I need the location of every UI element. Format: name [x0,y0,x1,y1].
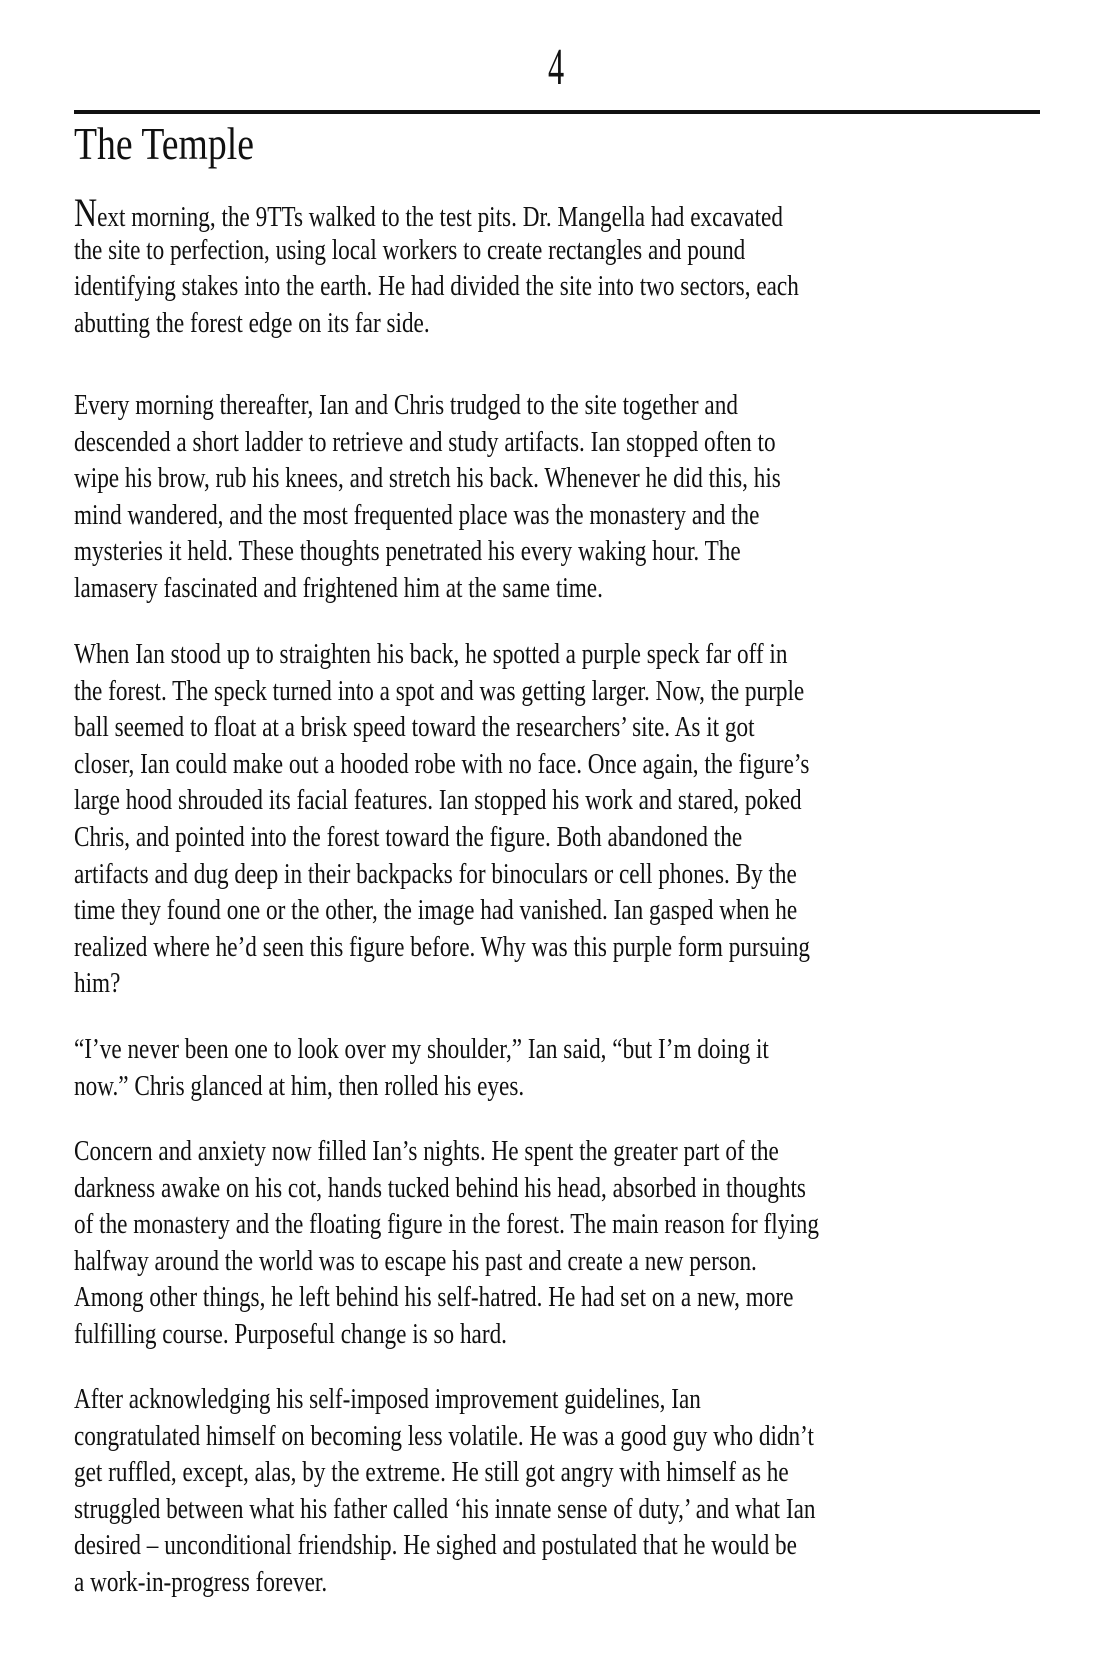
paragraph-line: now.” Chris glanced at him, then rolled his eyes. [74,1069,525,1102]
paragraph-line: large hood shrouded its facial features. Ian stopped his work and stared, poked [74,784,802,817]
paragraph [74,387,1054,607]
paragraph-line: realized where he’d seen this figure before. Why was this purple form pursuing [74,930,810,963]
paragraph-line: desired – unconditional friendship. He sighed and postulated that he would be [74,1529,797,1562]
paragraph [74,1133,1054,1353]
paragraph-line: fulfilling course. Purposeful change is so hard. [74,1317,507,1350]
paragraph-line: the site to perfection, using local workers to create rectangles and pound [74,233,746,266]
paragraph-line: mind wandered, and the most frequented place was the monastery and the [74,498,760,531]
paragraph-line: Among other things, he left behind his self-hatred. He had set on a new, more [74,1281,794,1314]
paragraph-line: wipe his brow, rub his knees, and stretch his back. Whenever he did this, his [74,462,781,495]
paragraph-line: After acknowledging his self-imposed improvement guidelines, Ian [74,1383,701,1415]
paragraph-line: congratulated himself on becoming less volatile. He was a good guy who didn’t [74,1419,814,1452]
paragraph-line: time they found one or the other, the image had vanished. Ian gasped when he [74,894,798,927]
paragraph-line: the forest. The speck turned into a spot and was getting larger. Now, the purple [74,674,805,707]
paragraph-line: halfway around the world was to escape his past and create a new person. [74,1244,757,1277]
paragraph-line: Concern and anxiety now filled Ian’s nights. He spent the greater part of the [74,1135,779,1167]
paragraph-line: When Ian stood up to straighten his back, he spotted a purple speck far off in [74,638,788,670]
paragraph-line: struggled between what his father called ‘his innate sense of duty,’ and what Ian [74,1492,816,1525]
paragraph-line: lamasery fascinated and frightened him at the same time. [74,571,603,604]
paragraph-line: mysteries it held. These thoughts penetrated his every waking hour. The [74,535,741,568]
paragraph [74,1031,1054,1104]
paragraph [74,1381,1054,1601]
drop-cap: N [74,190,98,235]
paragraph-line: “I’ve never been one to look over my shoulder,” Ian said, “but I’m doing it [74,1033,769,1065]
paragraph-line: artifacts and dug deep in their backpacks for binoculars or cell phones. By the [74,857,797,890]
paragraph-line: Chris, and pointed into the forest toward the figure. Both abandoned the [74,820,743,853]
paragraph-line: abutting the forest edge on its far side. [74,306,430,339]
paragraph [74,636,1054,1002]
chapter-divider-rule [74,110,1040,114]
paragraph-line: of the monastery and the floating figure in the forest. The main reason for flying [74,1208,819,1241]
chapter-number: 4 [547,39,565,96]
paragraph-line: ball seemed to float at a brisk speed toward the researchers’ site. As it got [74,711,755,744]
chapter-title: The Temple [74,118,254,169]
paragraph [74,190,1054,341]
line-text: ext morning, the 9TTs walked to the test pits. Dr. Mangella had excavated [97,201,783,233]
paragraph-line: a work-in-progress forever. [74,1565,328,1598]
paragraph-line: darkness awake on his cot, hands tucked behind his head, absorbed in thoughts [74,1171,806,1204]
paragraph-line: descended a short ladder to retrieve and study artifacts. Ian stopped often to [74,425,776,458]
paragraph-line [74,190,858,235]
paragraph-line: Every morning thereafter, Ian and Chris trudged to the site together and [74,389,738,421]
paragraph-line: him? [74,967,121,1000]
paragraph-line: closer, Ian could make out a hooded robe with no face. Once again, the figure’s [74,747,810,780]
paragraph-line: get ruffled, except, alas, by the extreme. He still got angry with himself as he [74,1456,789,1489]
paragraph-line: identifying stakes into the earth. He had divided the site into two sectors, each [74,270,799,303]
